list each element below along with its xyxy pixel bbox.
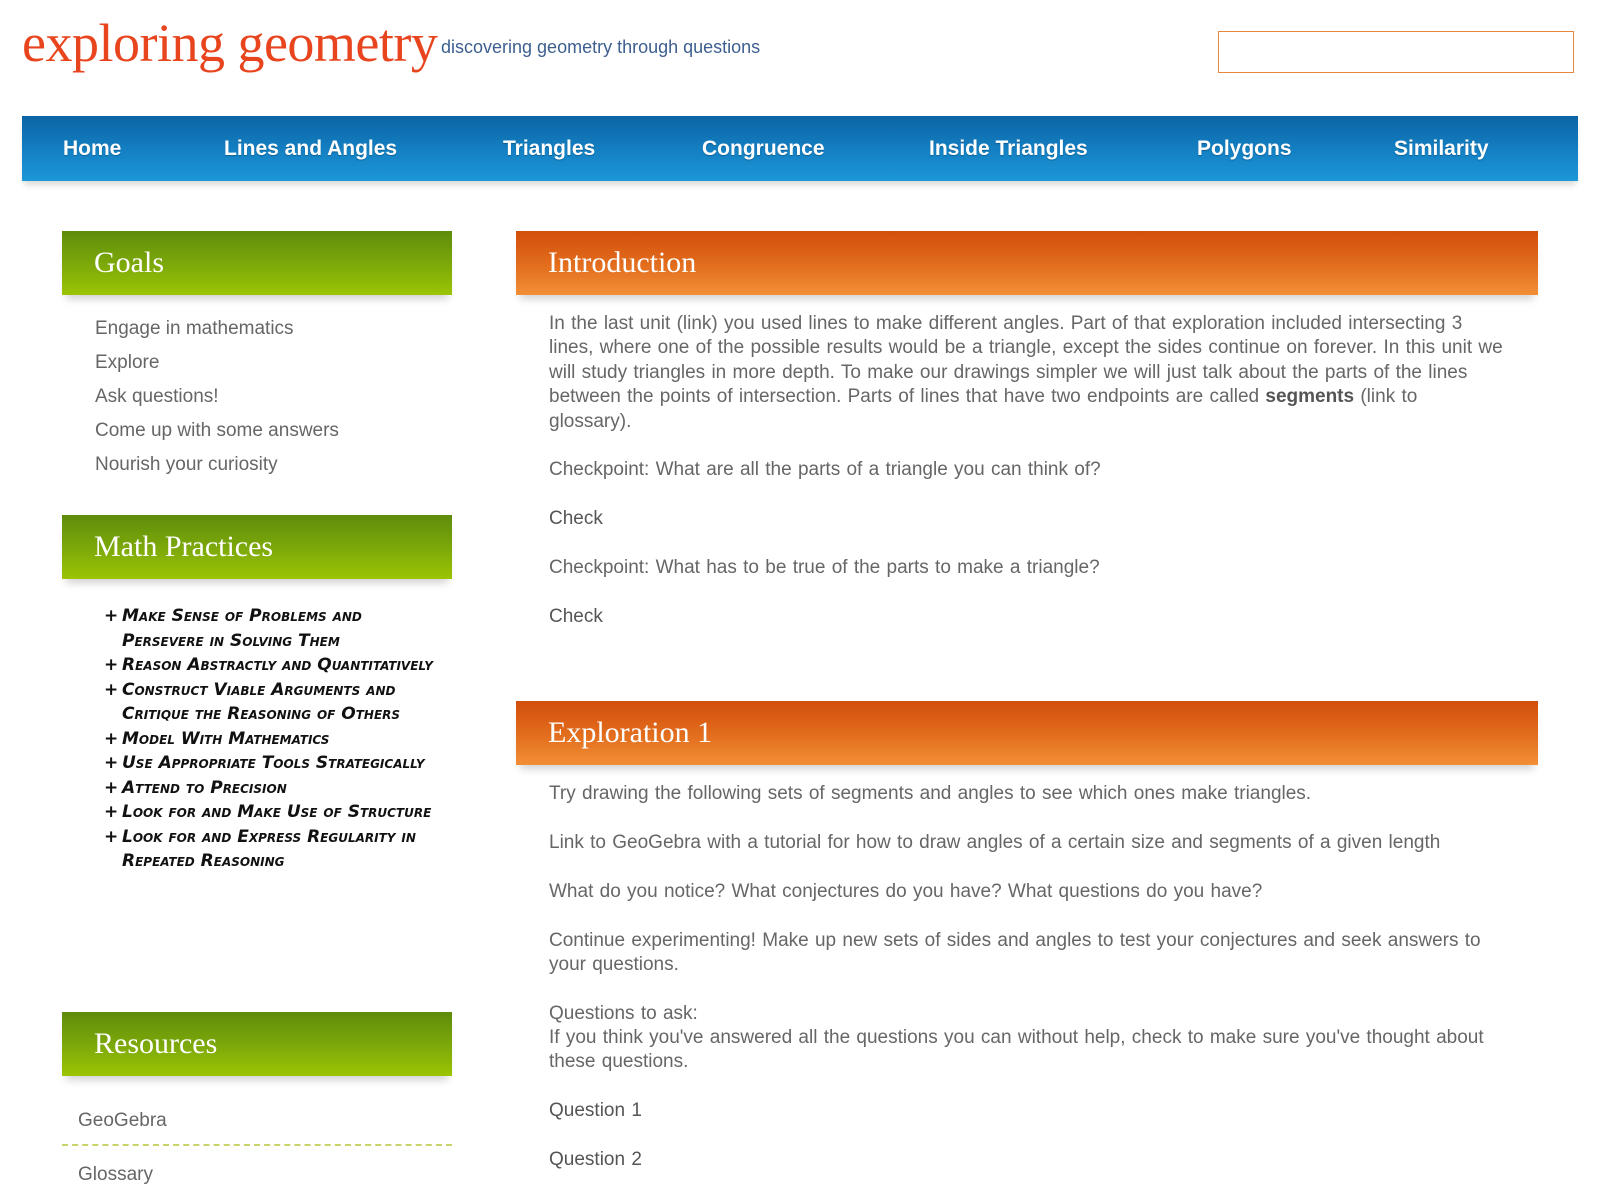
plus-icon: + xyxy=(104,753,119,773)
exploration-title: Exploration 1 xyxy=(548,716,713,749)
plus-icon: + xyxy=(104,728,119,749)
question-1-link[interactable]: Question 1 xyxy=(549,1100,642,1121)
plus-icon: + xyxy=(104,826,119,847)
resources-title: Resources xyxy=(94,1027,218,1060)
math-practices-header xyxy=(62,515,452,579)
notice-questions-text: What do you notice? What conjectures do you have? What questions do you have? xyxy=(549,881,1263,902)
checkpoint-1: Checkpoint: What are all the parts of a triangle you can think of? xyxy=(549,459,1101,480)
practice-item xyxy=(104,776,444,801)
check-button-1[interactable]: Check xyxy=(549,508,603,529)
nav-inside-triangles[interactable]: Inside Triangles xyxy=(929,137,1088,160)
practice-label: Use Appropriate Tools Strategically xyxy=(122,753,425,773)
search-input[interactable] xyxy=(1218,31,1574,73)
nav-similarity[interactable]: Similarity xyxy=(1394,137,1489,160)
goals-header xyxy=(62,231,452,295)
intro-text-after: (link to glossary). xyxy=(549,386,1418,432)
practice-label: Look for and Express Regularity in Repeated Reasoning xyxy=(122,826,416,871)
questions-help-text: If you think you've answered all the questions you can without help, check to make sure you've thought about these questions. xyxy=(549,1027,1484,1073)
plus-icon: + xyxy=(104,606,119,626)
practice-item xyxy=(104,653,444,678)
question-2-link[interactable]: Question 2 xyxy=(549,1149,642,1170)
practice-item xyxy=(104,727,444,752)
plus-icon: + xyxy=(104,777,119,798)
introduction-header xyxy=(516,231,1538,295)
nav-congruence[interactable]: Congruence xyxy=(702,137,825,160)
resource-link-glossary[interactable]: Glossary xyxy=(78,1164,153,1185)
nav-home[interactable]: Home xyxy=(63,137,122,160)
math-practices-title: Math Practices xyxy=(94,530,274,563)
goal-item: Ask questions! xyxy=(95,386,219,407)
practice-label: Look for and Make Use of Structure xyxy=(122,802,432,822)
exploration-text: Try drawing the following sets of segments and angles to see which ones make triangles. xyxy=(549,783,1312,804)
segments-term: segments xyxy=(1265,386,1355,408)
resource-divider xyxy=(62,1144,452,1146)
practice-item xyxy=(104,751,444,776)
site-tagline: discovering geometry through questions xyxy=(441,37,761,57)
continue-text: Continue experimenting! Make up new sets of sides and angles to test your conjectures and seek answers to your questions. xyxy=(549,930,1481,976)
plus-icon: + xyxy=(104,655,119,675)
goal-item: Nourish your curiosity xyxy=(95,454,278,475)
practice-item xyxy=(104,678,444,727)
resource-link-geogebra[interactable]: GeoGebra xyxy=(78,1110,167,1131)
math-practices-list xyxy=(104,604,444,874)
goals-title: Goals xyxy=(94,246,164,279)
site-title[interactable]: exploring geometry xyxy=(22,13,438,73)
goal-item: Explore xyxy=(95,352,160,373)
exploration-header xyxy=(516,701,1538,765)
goal-item: Come up with some answers xyxy=(95,420,339,441)
practice-label: Attend to Precision xyxy=(122,777,287,798)
intro-paragraph xyxy=(549,312,1505,434)
questions-to-ask-label: Questions to ask: xyxy=(549,1003,698,1024)
geogebra-tutorial-text: Link to GeoGebra with a tutorial for how to draw angles of a certain size and segments of a given length xyxy=(549,832,1441,853)
practice-label: Model With Mathematics xyxy=(122,728,330,749)
check-button-2[interactable]: Check xyxy=(549,606,603,627)
nav-lines-and-angles[interactable]: Lines and Angles xyxy=(224,137,398,160)
intro-text-before: In the last unit (link) you used lines to make different angles. Part of that exploration included intersecting 3 lines, where one of the possible results would be a triangle, except the sides continue on forever. In this unit we will study triangles in more depth. To make our drawings simpler we will just talk about the parts of the lines between the points of intersection. Parts of lines that have two endpoints are called xyxy=(549,313,1503,408)
main-nav xyxy=(22,116,1578,181)
plus-icon: + xyxy=(104,802,119,822)
practice-item xyxy=(104,800,444,825)
goal-item: Engage in mathematics xyxy=(95,318,294,339)
practice-item xyxy=(104,604,444,653)
nav-polygons[interactable]: Polygons xyxy=(1197,137,1292,160)
practice-label: Reason Abstractly and Quantitatively xyxy=(122,655,433,675)
resources-header xyxy=(62,1012,452,1076)
practice-label: Make Sense of Problems and Persevere in Solving Them xyxy=(122,606,362,651)
plus-icon: + xyxy=(104,679,119,700)
checkpoint-2: Checkpoint: What has to be true of the parts to make a triangle? xyxy=(549,557,1100,578)
nav-triangles[interactable]: Triangles xyxy=(503,137,596,160)
practice-item xyxy=(104,825,444,874)
introduction-title: Introduction xyxy=(548,246,697,279)
practice-label: Construct Viable Arguments and Critique the Reasoning of Others xyxy=(122,679,401,724)
